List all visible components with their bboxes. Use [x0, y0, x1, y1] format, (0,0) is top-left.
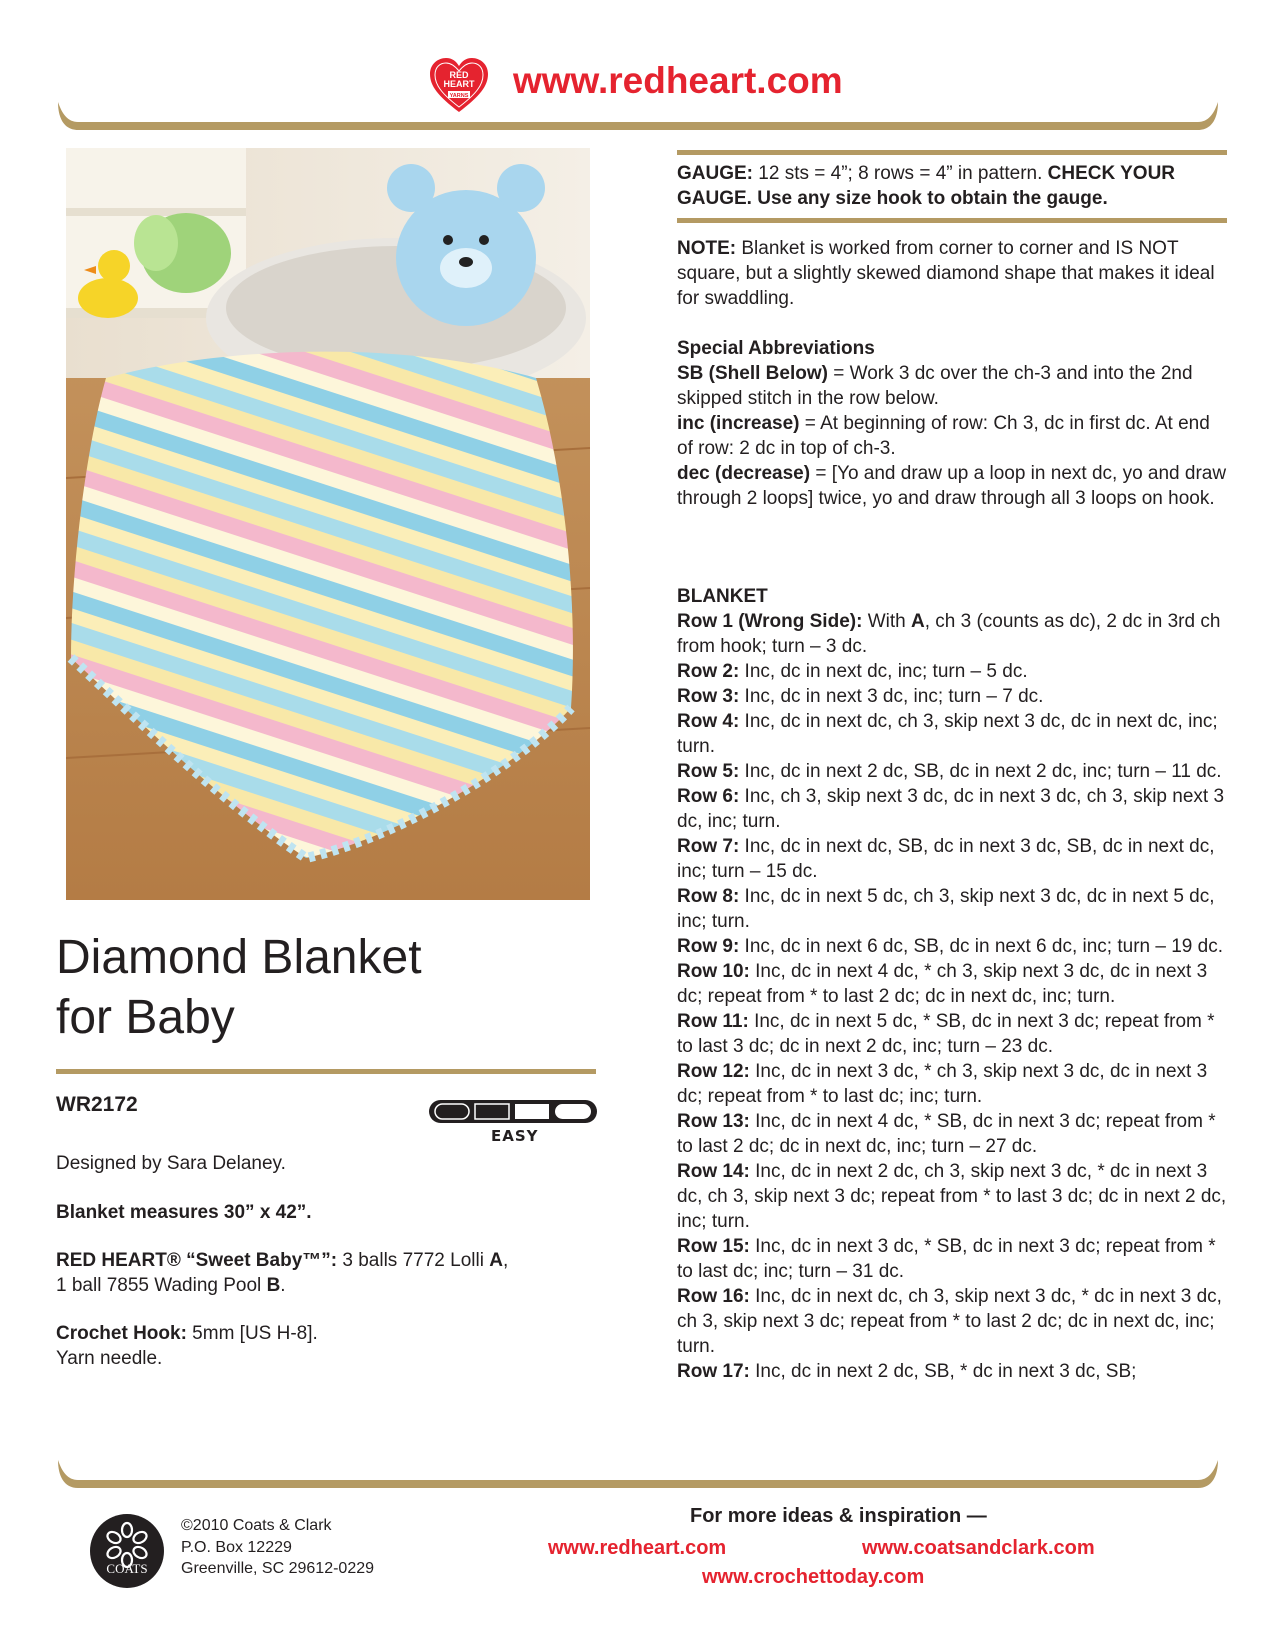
abbreviation-term: dec (decrease) [677, 463, 811, 484]
instruction-row [677, 1009, 1227, 1059]
abbreviation-def: = At beginning of row: Ch 3, dc in first dc. At end of row: 2 dc in top of ch-3. [677, 413, 1210, 459]
city: Greenville, SC 29612-0229 [181, 1560, 375, 1577]
yarn-color-a: A [489, 1250, 503, 1271]
instruction-row [677, 659, 1227, 684]
yarn-requirements [56, 1248, 596, 1298]
skill-level-badge [427, 1097, 602, 1149]
row-label: Row 12: [677, 1061, 750, 1082]
svg-text:HEART: HEART [443, 79, 475, 89]
row-label: Row 9: [677, 936, 740, 957]
svg-text:RED: RED [449, 70, 469, 80]
redheart-link[interactable]: www.redheart.com [548, 1537, 727, 1559]
coatsandclark-link[interactable]: www.coatsandclark.com [862, 1537, 1095, 1559]
instruction-row [677, 834, 1227, 884]
skill-level-label: EASY [491, 1127, 539, 1145]
row-text: Inc, dc in next 4 dc, * ch 3, skip next 3 dc, dc in next 3 dc; repeat from * to last 2 dc; dc in next dc, inc; turn. [677, 961, 1208, 1007]
abbreviations-section [677, 336, 1227, 511]
row-label: Row 15: [677, 1236, 750, 1257]
row-text: Inc, dc in next 4 dc, * SB, dc in next 3 dc; repeat from * to last 2 dc; dc in next dc, inc; turn – 27 dc. [677, 1111, 1216, 1157]
skill-level-meter-icon [427, 1097, 602, 1127]
copyright: ©2010 Coats & Clark [181, 1517, 332, 1534]
instruction-row [677, 684, 1227, 709]
instruction-row [677, 1059, 1227, 1109]
instruction-row [677, 1159, 1227, 1234]
row-text: Inc, dc in next 6 dc, SB, dc in next 6 dc, inc; turn – 19 dc. [739, 936, 1223, 957]
row-label: Row 10: [677, 961, 750, 982]
instruction-row [677, 784, 1227, 834]
row-label: Row 14: [677, 1161, 750, 1182]
site-url[interactable]: www.redheart.com [513, 60, 843, 101]
instruction-row [677, 934, 1227, 959]
yarn-comma: , [502, 1250, 509, 1271]
gauge-bottom-rule [677, 218, 1227, 223]
row-label: Row 8: [677, 886, 740, 907]
designer: Designed by Sara Delaney. [56, 1153, 286, 1174]
blanket-instructions [677, 584, 1227, 1384]
row-text: Inc, dc in next dc, ch 3, skip next 3 dc, * dc in next 3 dc, ch 3, skip next 3 dc; repeat from * to last 2 dc; dc in next dc, inc; turn. [677, 1286, 1222, 1357]
row-text: Inc, dc in next dc, ch 3, skip next 3 dc, dc in next dc, inc; turn. [677, 711, 1218, 757]
row-label: Row 4: [677, 711, 740, 732]
hook-label: Crochet Hook: [56, 1323, 187, 1344]
abbreviation-item [677, 461, 1227, 511]
note-section [677, 236, 1227, 311]
yarn-period: . [280, 1275, 286, 1296]
header-divider [58, 100, 1218, 140]
row-text: , ch 3 (counts as dc), 2 dc in 3rd ch from hook; turn – 3 dc. [677, 611, 1221, 657]
svg-text:YARNS: YARNS [449, 93, 469, 99]
gauge-check: CHECK YOUR GAUGE. Use any size hook to obtain the gauge. [677, 163, 1176, 209]
row-color: A [910, 611, 925, 632]
row-label: Row 11: [677, 1011, 749, 1032]
note-text: Blanket is worked from corner to corner and IS NOT square, but a slightly skewed diamond shape that makes it ideal for swaddling. [677, 238, 1215, 309]
title-line-2: for Baby [56, 991, 235, 1044]
blanket-heading: BLANKET [677, 586, 768, 607]
yarn-label: RED HEART® “Sweet Baby™”: [56, 1250, 338, 1271]
row-label: Row 17: [677, 1361, 750, 1382]
row-text: Inc, dc in next 3 dc, * SB, dc in next 3 dc; repeat from * to last dc; inc; turn – 31 dc. [677, 1236, 1216, 1282]
abbreviation-term: inc (increase) [677, 413, 800, 434]
hook-requirements [56, 1321, 596, 1371]
instruction-row [677, 959, 1227, 1009]
instruction-row [677, 884, 1227, 934]
gauge-top-rule [677, 150, 1227, 155]
row-text: Inc, dc in next 2 dc, SB, * dc in next 3 dc, SB; [749, 1361, 1137, 1382]
gauge-text: 12 sts = 4”; 8 rows = 4” in pattern. [753, 163, 1048, 184]
row-label: Row 5: [677, 761, 740, 782]
row-label: Row 6: [677, 786, 740, 807]
row-text: With [862, 611, 911, 632]
title-divider [56, 1069, 596, 1074]
row-text: Inc, dc in next 3 dc, inc; turn – 7 dc. [739, 686, 1044, 707]
row-label: Row 16: [677, 1286, 750, 1307]
yarn-color-b: B [266, 1275, 281, 1296]
footer-divider [58, 1458, 1218, 1498]
instruction-row [677, 1234, 1227, 1284]
row-text: Inc, dc in next 3 dc, * ch 3, skip next 3 dc, dc in next 3 dc; repeat from * to last dc; inc; turn. [677, 1061, 1208, 1107]
abbreviation-def: = Work 3 dc over the ch-3 and into the 2nd skipped stitch in the row below. [677, 363, 1193, 409]
pattern-title [56, 928, 422, 1048]
row-text: Inc, dc in next 5 dc, ch 3, skip next 3 dc, dc in next 5 dc, inc; turn. [677, 886, 1215, 932]
instruction-row [677, 759, 1227, 784]
abbreviations-heading: Special Abbreviations [677, 338, 875, 359]
abbreviation-item [677, 411, 1227, 461]
abbreviation-item [677, 361, 1227, 411]
instruction-row [677, 1284, 1227, 1359]
po-box: P.O. Box 12229 [181, 1538, 292, 1556]
coats-logo-text: COATS [106, 1561, 148, 1576]
title-line-1: Diamond Blanket [56, 931, 422, 984]
note-label: NOTE: [677, 238, 737, 259]
row-text: Inc, dc in next dc, SB, dc in next 3 dc, SB, dc in next dc, inc; turn – 15 dc. [677, 836, 1215, 882]
instruction-row [677, 1109, 1227, 1159]
hook-size: 5mm [US H-8]. [186, 1323, 318, 1344]
row-label: Row 7: [677, 836, 740, 857]
crochettoday-link[interactable]: www.crochettoday.com [702, 1566, 925, 1588]
yarn-text-b: 1 ball 7855 Wading Pool [56, 1275, 267, 1296]
abbreviation-def: = [Yo and draw up a loop in next dc, yo and draw through 2 loops] twice, yo and draw through all 3 loops on hook. [677, 463, 1227, 509]
abbreviation-term: SB (Shell Below) [677, 363, 828, 384]
instruction-row [677, 1359, 1227, 1384]
row-label: Row 3: [677, 686, 740, 707]
pattern-number: WR2172 [56, 1093, 138, 1116]
row-text: Inc, dc in next 2 dc, SB, dc in next 2 dc, inc; turn – 11 dc. [739, 761, 1222, 782]
blanket-photo [66, 148, 590, 900]
row-text: Inc, dc in next 2 dc, ch 3, skip next 3 dc, * dc in next 3 dc, ch 3, skip next 3 dc; repeat from * to last 3 dc; dc in next 2 dc, inc; turn. [677, 1161, 1227, 1232]
row-label: Row 13: [677, 1111, 750, 1132]
row-label: Row 2: [677, 661, 740, 682]
blanket-measurements: Blanket measures 30” x 42”. [56, 1202, 312, 1223]
row-text: Inc, ch 3, skip next 3 dc, dc in next 3 dc, ch 3, skip next 3 dc, inc; turn. [677, 786, 1225, 832]
yarn-needle: Yarn needle. [56, 1348, 163, 1369]
gauge-section [677, 161, 1227, 211]
more-ideas-heading: For more ideas & inspiration — [690, 1505, 987, 1527]
instruction-row [677, 709, 1227, 759]
row-label: Row 1 (Wrong Side): [677, 611, 863, 632]
coats-logo [89, 1513, 165, 1589]
company-address [181, 1515, 374, 1580]
row-text: Inc, dc in next 5 dc, * SB, dc in next 3 dc; repeat from * to last 3 dc; dc in next 2 dc, inc; turn – 23 dc. [677, 1011, 1215, 1057]
gauge-label: GAUGE: [677, 163, 753, 184]
instruction-row [677, 609, 1227, 659]
yarn-text-a: 3 balls 7772 Lolli [337, 1250, 490, 1271]
row-text: Inc, dc in next dc, inc; turn – 5 dc. [739, 661, 1028, 682]
